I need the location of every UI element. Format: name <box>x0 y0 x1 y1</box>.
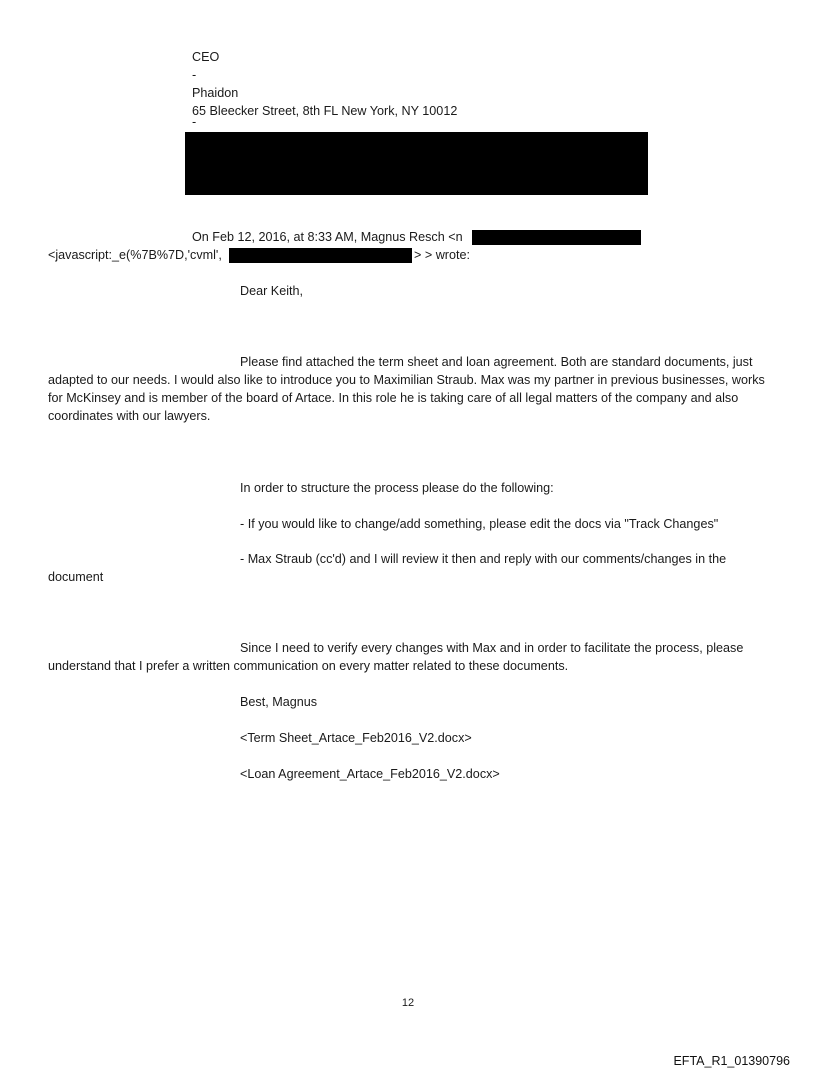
body-paragraph: Please find attached the term sheet and loan agreement. Both are standard documents, just adapted to our needs. I would also like to introduce you to Maximilian Straub. Max was my partner in previous businesses, works for McKinsey and is member of the board of Artace. In this role he is taking care of all legal matters of the company and also coordinates with our lawyers. <box>48 355 765 423</box>
js-link-prefix: <javascript:_e(%7B%7D,'cvml', <box>48 248 222 262</box>
reply-header-line <box>192 228 463 246</box>
redaction-block <box>185 132 648 195</box>
redaction-email <box>472 230 641 245</box>
process-step: - Max Straub (cc'd) and I will review it then and reply with our comments/changes in the <box>240 552 727 566</box>
reply-header-text: On Feb 12, 2016, at 8:33 AM, Magnus Resch <n <box>192 230 463 244</box>
redaction-js <box>229 248 412 263</box>
signoff: Best, Magnus <box>240 695 318 709</box>
signature-address: 65 Bleecker Street, 8th FL New York, NY 10012 <box>192 104 458 118</box>
attachment-loan-agreement: <Loan Agreement_Artace_Feb2016_V2.docx> <box>240 767 500 781</box>
signature-separator: - <box>192 68 197 82</box>
process-step: - If you would like to change/add something, please edit the docs via "Track Changes" <box>240 517 719 531</box>
signature-separator: - <box>192 115 197 129</box>
process-intro: In order to structure the process please do the following: <box>240 481 554 495</box>
reply-header-js-line <box>48 246 222 264</box>
document-id: EFTA_R1_01390796 <box>673 1054 790 1068</box>
process-step-continuation: document <box>48 570 104 584</box>
page-number: 12 <box>401 997 415 1009</box>
body-paragraph: Since I need to verify every changes with Max and in order to facilitate the process, please understand that I prefer a written communication on every matter related to these documents. <box>48 641 744 673</box>
signature-title: CEO <box>192 50 220 64</box>
attachment-term-sheet: <Term Sheet_Artace_Feb2016_V2.docx> <box>240 731 472 745</box>
greeting: Dear Keith, <box>240 284 303 298</box>
signature-company: Phaidon <box>192 86 239 100</box>
reply-wrote: > > wrote: <box>414 248 471 262</box>
